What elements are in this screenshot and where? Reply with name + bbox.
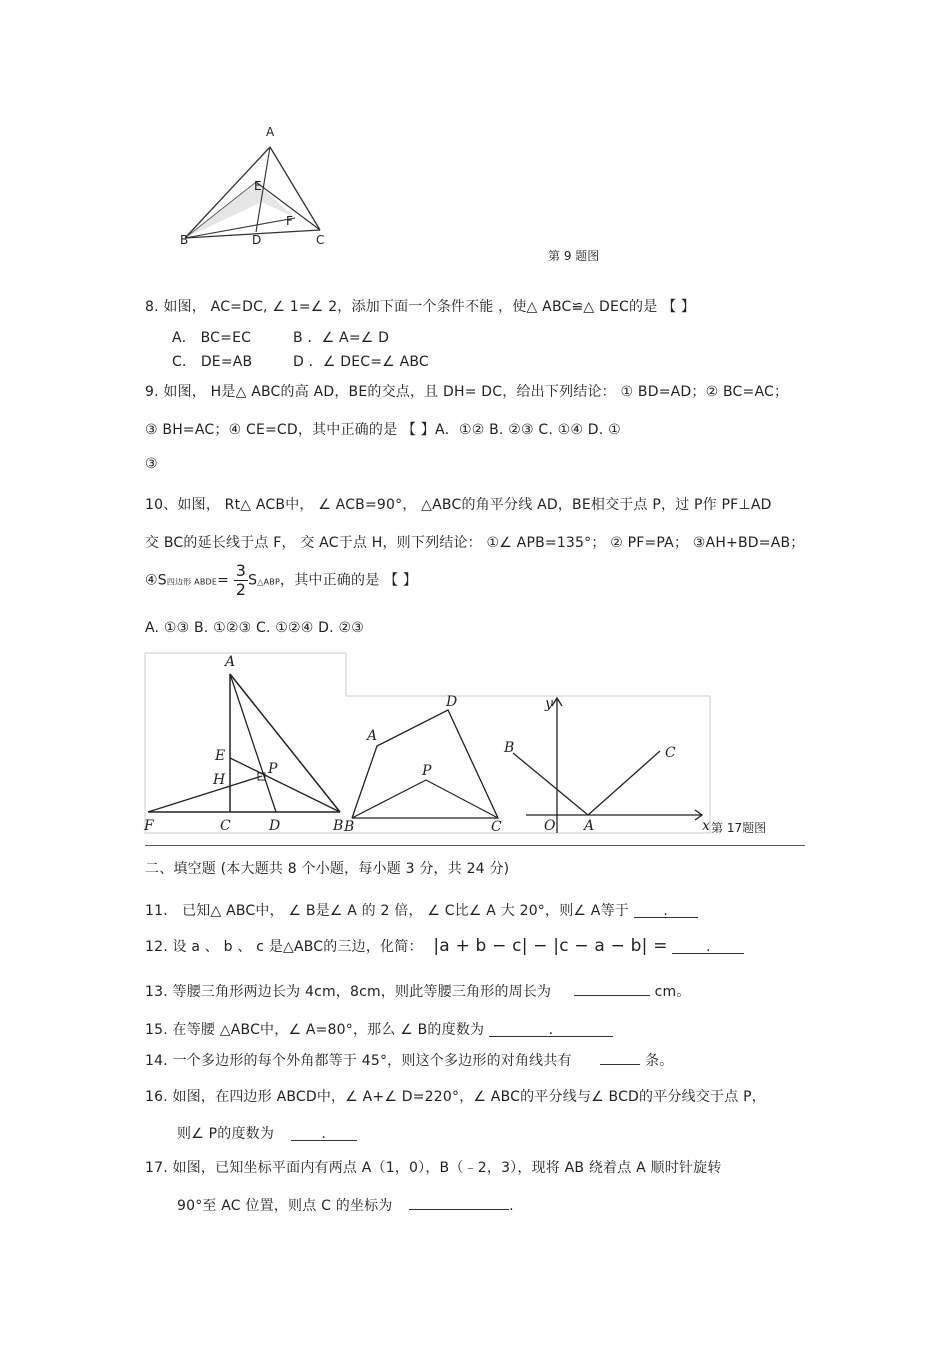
fig9-label-e: E — [254, 179, 262, 193]
fig17-label-o: O — [544, 818, 556, 834]
fig10-label-h: H — [213, 772, 226, 788]
q10-s2-label: S — [248, 572, 258, 589]
fig10-label-d: D — [269, 818, 281, 834]
q14-unit: 条。 — [645, 1053, 674, 1069]
q14-text: 14. 一个多边形的每个外角都等于 45°，则这个多边形的对角线共有 — [145, 1053, 572, 1069]
fig16-label-a: A — [367, 728, 378, 744]
q14 — [145, 1050, 674, 1070]
q11-text: 11． 已知△ ABC中， ∠ B是∠ A 的 2 倍， ∠ C比∠ A 大 20°，则∠ A等于 — [145, 903, 629, 919]
q9-line2: ③ BH=AC；④ CE=CD，其中正确的是 【 】A．①② B. ②③ C. ①④ D. ① — [145, 422, 621, 438]
q8-stem: 8. 如图， AC=DC, ∠ 1=∠ 2，添加下面一个条件不能 ，使△ ABC≌△ DEC的是 【 】 — [145, 299, 696, 315]
q11-blank[interactable] — [634, 903, 698, 918]
figure-17 — [503, 696, 710, 834]
figures-row — [140, 648, 780, 843]
q8-option-c: C． DE=AB — [172, 354, 253, 370]
q10-fraction — [234, 562, 248, 599]
q9-line3: ③ — [145, 456, 158, 472]
fig10-label-a: A — [225, 654, 236, 670]
fig16-label-d: D — [446, 694, 458, 710]
fig9-label-f: F — [286, 214, 293, 228]
fig10-label-b: B — [333, 818, 344, 834]
q10-options: A. ①③ B. ①②③ C. ①②④ D. ②③ — [145, 620, 364, 636]
q15 — [145, 1019, 613, 1039]
fig10-label-e: E — [215, 748, 226, 764]
q15-blank-dot: . — [548, 1022, 554, 1038]
fig10-label-f: F — [144, 818, 154, 834]
q13-text: 13. 等腰三角形两边长为 4cm，8cm，则此等腰三角形的周长为 — [145, 984, 552, 1000]
figure-9 — [170, 120, 340, 255]
fig9-label-b: B — [180, 233, 189, 247]
q15-blank[interactable] — [489, 1022, 613, 1037]
q14-blank[interactable] — [600, 1050, 640, 1065]
q16-blank[interactable] — [291, 1126, 357, 1141]
q11-blank-dot: . — [663, 903, 668, 919]
q13-unit: cm。 — [654, 984, 691, 1000]
q17-period: . — [509, 1198, 514, 1214]
q15-text: 15. 在等腰 △ABC中，∠ A=80°，那么 ∠ B的度数为 — [145, 1022, 485, 1038]
fig16-label-c: C — [491, 819, 502, 835]
q10-s2-sub: △ABP — [257, 577, 280, 587]
fig16-label-p: P — [422, 763, 432, 779]
section-divider — [145, 845, 805, 846]
q10-line2: 交 BC的延长线于点 F， 交 AC于点 H，则下列结论： ①∠ APB=135°； ② PF=PA； ③AH+BD=AB； — [145, 535, 805, 551]
q12 — [145, 936, 744, 956]
fig9-label-a: A — [266, 125, 275, 139]
q13-blank[interactable] — [574, 981, 650, 996]
q17-line1: 17. 如图，已知坐标平面内有两点 A（1，0），B（﹣2，3），现将 AB 绕着点 A 顺时针旋转 — [145, 1160, 722, 1176]
q10-line1: 10、如图， Rt△ ACB中， ∠ ACB=90°， △ABC的角平分线 AD，BE相交于点 P，过 P作 PF⊥AD — [145, 497, 772, 513]
q12-blank-dot: . — [705, 939, 711, 955]
q9-line1: 9. 如图， H是△ ABC的高 AD，BE的交点，且 DH= DC，给出下列结论： ① BD=AD；② BC=AC； — [145, 384, 789, 400]
fig9-label-c: C — [316, 233, 325, 247]
q10-eq: = — [217, 572, 230, 589]
q8-option-d: D ．∠ DEC=∠ ABC — [293, 354, 429, 370]
fig9-label-d: D — [252, 233, 262, 247]
q16-blank-dot: . — [321, 1126, 327, 1142]
q16-text: 则∠ P的度数为 — [177, 1126, 275, 1142]
fig17-label-y: y — [545, 696, 553, 712]
fig17-label-x: x — [702, 818, 710, 834]
q8-option-b: B ．∠ A=∠ D — [293, 330, 390, 346]
q12-text: 12. 设 a 、 b 、 c 是△ABC的三边，化简： — [145, 939, 423, 955]
q13 — [145, 981, 691, 1001]
q12-expression: |a + b − c| − |c − a − b| = — [433, 936, 668, 956]
q10-s-sub: 四边形 ABDE — [166, 577, 218, 587]
q16-line2 — [177, 1123, 357, 1143]
q10-frac-den: 2 — [235, 580, 247, 599]
q10-suffix: ，其中正确的是 【 】 — [280, 572, 418, 589]
section2-title: 二、填空题 (本大题共 8 个小题，每小题 3 分，共 24 分) — [145, 861, 510, 877]
fig9-caption: 第 9 题图 — [548, 249, 600, 263]
q16-line1: 16. 如图，在四边形 ABCD中，∠ A+∠ D=220°，∠ ABC的平分线与∠ BCD的平分线交于点 P， — [145, 1089, 766, 1105]
figure-10 — [143, 654, 343, 834]
q10-frac-num: 3 — [235, 561, 247, 580]
fig17-label-a: A — [584, 818, 595, 834]
fig17-label-c: C — [665, 745, 676, 761]
fig17-label-b: B — [504, 740, 515, 756]
q10-line3 — [145, 562, 417, 599]
fig16-label-b: B — [344, 819, 355, 835]
fig17-caption: 第 17题图 — [711, 821, 767, 835]
q10-s-label: ④S — [145, 572, 167, 589]
q17-line2 — [177, 1195, 514, 1215]
q17-text: 90°至 AC 位置，则点 C 的坐标为 — [177, 1198, 393, 1214]
q12-blank[interactable] — [672, 939, 744, 954]
figure-16 — [343, 694, 502, 835]
q8-option-a: A． BC=EC — [172, 330, 252, 346]
fig10-label-p: P — [268, 761, 278, 777]
q17-blank[interactable] — [409, 1195, 509, 1210]
q11 — [145, 900, 698, 920]
fig10-label-c: C — [220, 818, 231, 834]
